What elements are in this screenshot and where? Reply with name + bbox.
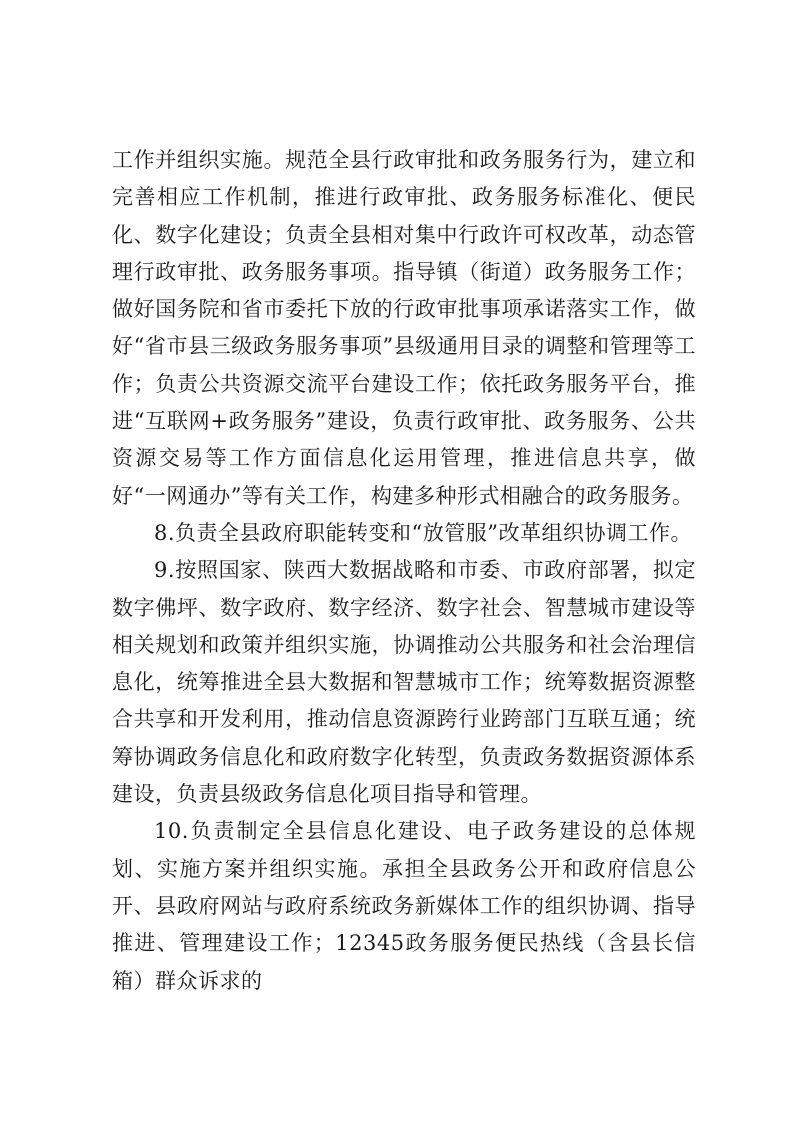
paragraph-continuation: 工作并组织实施。规范全县行政审批和政务服务行为，建立和完善相应工作机制，推进行政审批、政务服务标准化、便民化、数字化建设；负责全县相对集中行政许可权改革，动态管理行政审批、政务服务事项。指导镇（街道）政务服务工作；做好国务院和省市委托下放的行政审批事项承诺落实工作，做好“省市县三级政务服务事项”县级通用目录的调整和管理等工作；负责公共资源交流平台建设工作；依托政务服务平台，推进“互联网+政务服务”建设，负责行政审批、政务服务、公共资源交易等工作方面信息化运用管理，推进信息共享，做好“一网通办”等有关工作，构建多种形式相融合的政务服务。 (112, 148, 696, 508)
paragraph-item-9: 9.按照国家、陕西大数据战略和市委、市政府部署，拟定数字佛坪、数字政府、数字经济、数字社会、智慧城市建设等相关规划和政策并组织实施，协调推动公共服务和社会治理信息化，统筹推进全县大数据和智慧城市工作；统筹数据资源整合共享和开发利用，推动信息资源跨行业跨部门互联互通；统筹协调政务信息化和政府数字化转型，负责政务数据资源体系建设，负责县级政务信息化项目指导和管理。 (112, 558, 696, 807)
paragraph-item-8: 8.负责全县政府职能转变和“放管服”改革组织协调工作。 (154, 520, 693, 545)
paragraph-item-10: 10.负责制定全县信息化建设、电子政务建设的总体规划、实施方案并组织实施。承担全县政务公开和政府信息公开、县政府网站与政府系统政务新媒体工作的组织协调、指导推进、管理建设工作；12345政务服务便民热线（含县长信箱）群众诉求的 (112, 819, 696, 993)
